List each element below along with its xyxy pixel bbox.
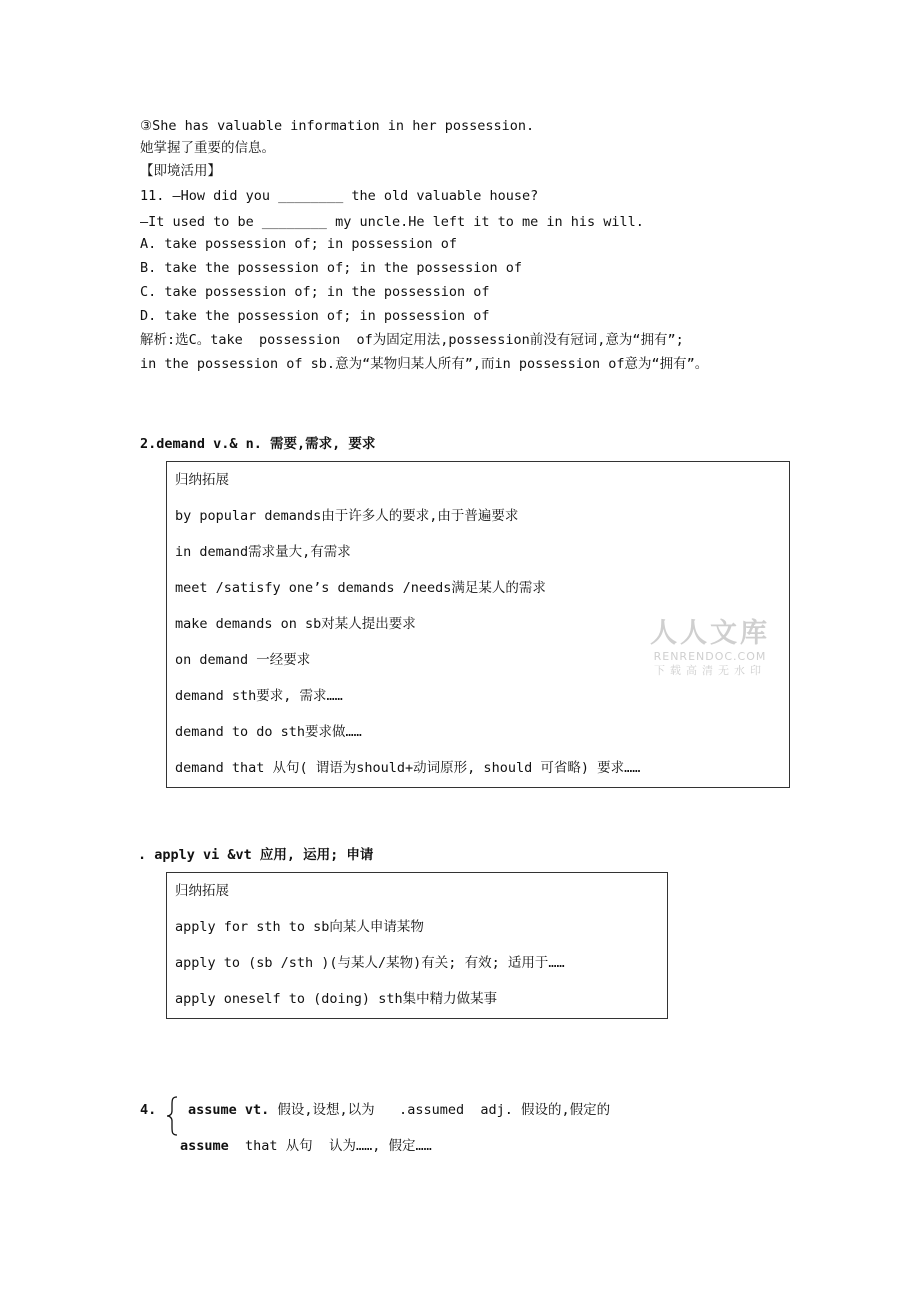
- assume-line-1: [188, 1100, 610, 1120]
- explanation-line-2: in the possession of sb.意为“某物归某人所有”,而in possession of意为“拥有”。: [140, 356, 709, 372]
- list-item: in demand需求量大,有需求: [175, 544, 351, 560]
- section-number-4: 4.: [140, 1102, 157, 1118]
- watermark-tagline: 下载高清无水印: [654, 664, 766, 677]
- list-item: by popular demands由于许多人的要求,由于普遍要求: [175, 508, 519, 524]
- list-item: apply oneself to (doing) sth集中精力做某事: [175, 991, 498, 1007]
- section-heading-apply: . apply vi &vt 应用, 运用; 申请: [138, 847, 374, 863]
- option-a: A. take possession of; in possession of: [140, 236, 457, 252]
- watermark: [648, 618, 772, 678]
- example-translation: 她掌握了重要的信息。: [140, 140, 275, 156]
- assume-line-2: [180, 1136, 432, 1156]
- assume-word: assume vt.: [188, 1102, 270, 1118]
- section-heading-demand: 2.demand v.& n. 需要,需求, 要求: [140, 436, 376, 452]
- example-sentence: ③She has valuable information in her possession.: [140, 118, 535, 134]
- option-b: B. take the possession of; in the possession of: [140, 260, 523, 276]
- assume-word-2: assume: [180, 1138, 229, 1154]
- list-item: demand that 从句( 谓语为should+动词原形, should 可省略) 要求……: [175, 760, 641, 776]
- box-title: 归纳拓展: [175, 472, 229, 488]
- list-item: apply for sth to sb向某人申请某物: [175, 919, 424, 935]
- watermark-site: RENRENDOC.COM: [653, 650, 767, 663]
- list-item: demand sth要求, 需求……: [175, 688, 343, 704]
- explanation-line-1: 解析:选C。take possession of为固定用法,possession前没有冠词,意为“拥有”;: [140, 332, 684, 348]
- list-item: meet /satisfy one’s demands /needs满足某人的需求: [175, 580, 546, 596]
- list-item: on demand 一经要求: [175, 652, 311, 668]
- assume-usage: that 从句 认为……, 假定……: [245, 1138, 432, 1154]
- list-item: make demands on sb对某人提出要求: [175, 616, 416, 632]
- exercise-label: 【即境活用】: [140, 163, 221, 179]
- question-line-2: —It used to be ________ my uncle.He left it to me in his will.: [140, 214, 644, 230]
- question-line-1: 11. —How did you ________ the old valuable house?: [140, 188, 539, 204]
- list-item: demand to do sth要求做……: [175, 724, 362, 740]
- box-title: 归纳拓展: [175, 883, 229, 899]
- assume-meaning: 假设,设想,以为 .assumed adj. 假设的,假定的: [277, 1102, 611, 1118]
- watermark-logo-text: 人人文库: [650, 618, 770, 649]
- apply-summary-box: [166, 872, 668, 1019]
- curly-brace-icon: [166, 1096, 178, 1136]
- option-d: D. take the possession of; in possession of: [140, 308, 490, 324]
- list-item: apply to (sb /sth )(与某人/某物)有关; 有效; 适用于……: [175, 955, 565, 971]
- option-c: C. take possession of; in the possession of: [140, 284, 490, 300]
